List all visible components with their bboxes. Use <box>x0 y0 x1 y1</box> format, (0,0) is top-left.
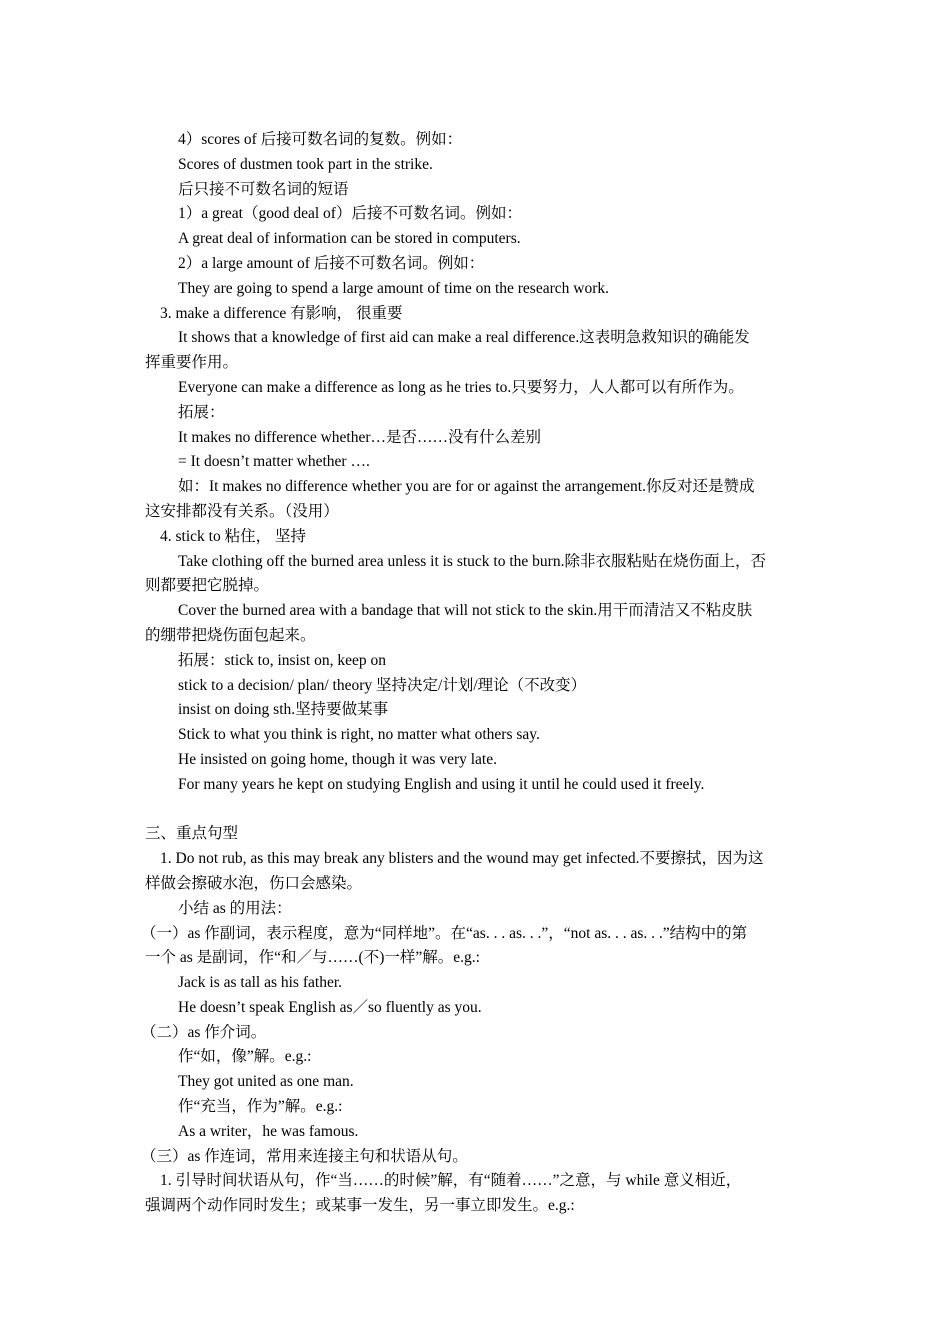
text-line: 的绷带把烧伤面包起来。 <box>145 626 316 644</box>
text-line: 一个 as 是副词，作“和／与……(不)一样”解。e.g.: <box>145 949 480 967</box>
section-heading: 三、重点句型 <box>145 825 239 843</box>
text-line: stick to a decision/ plan/ theory 坚持决定/计划/理论（不改变） <box>178 676 587 694</box>
text-line: A great deal of information can be stored in computers. <box>178 230 521 248</box>
text-line: （一）as 作副词，表示程度，意为“同样地”。在“as. . . as. . .”，“not as. . . as. . .”结构中的第 <box>141 924 748 942</box>
text-line: 则都要把它脱掉。 <box>145 577 270 595</box>
text-line: 4）scores of 后接可数名词的复数。例如： <box>178 131 463 148</box>
text-line: 1）a great（good deal of）后接不可数名词。例如： <box>178 205 522 223</box>
text-line: It makes no difference whether…是否……没有什么差别 <box>178 428 542 446</box>
text-line: 如：It makes no difference whether you are for or against the arrangement.你反对还是赞成 <box>178 478 755 496</box>
subsection-heading: （二）as 作介词。 <box>141 1023 267 1041</box>
text-line: 挥重要作用。 <box>145 354 239 372</box>
text-line: Scores of dustmen took part in the strike. <box>178 155 433 173</box>
text-line: He doesn’t speak English as／so fluently as you. <box>178 998 482 1016</box>
text-line: They got united as one man. <box>178 1073 354 1091</box>
text-line: 强调两个动作同时发生；或某事一发生，另一事立即发生。e.g.: <box>145 1197 575 1215</box>
blank-line <box>145 798 810 823</box>
text-line: For many years he kept on studying English and using it until he could used it freely. <box>178 775 705 793</box>
text-line: It shows that a knowledge of first aid can make a real difference.这表明急救知识的确能发 <box>178 329 750 347</box>
text-line: 拓展：stick to, insist on, keep on <box>178 651 386 669</box>
text-line: Everyone can make a difference as long as he tries to.只要努力，人人都可以有所作为。 <box>178 378 744 396</box>
section-heading: 3. make a difference 有影响， 很重要 <box>160 304 403 322</box>
text-line: 小结 as 的用法： <box>178 899 292 917</box>
text-line: = It doesn’t matter whether …. <box>178 453 370 471</box>
text-line: Cover the burned area with a bandage that will not stick to the skin.用干而清洁又不粘皮肤 <box>178 602 753 620</box>
document-body <box>141 128 810 1219</box>
text-line: 后只接不可数名词的短语 <box>178 180 349 198</box>
text-line: 作“充当，作为”解。e.g.: <box>178 1098 343 1116</box>
text-line: 1. Do not rub, as this may break any blisters and the wound may get infected.不要擦拭，因为这 <box>160 850 764 868</box>
text-line: 这安排都没有关系。（没用） <box>145 502 339 520</box>
text-line: 样做会擦破水泡，伤口会感染。 <box>145 874 363 892</box>
text-line: Stick to what you think is right, no matter what others say. <box>178 726 540 744</box>
text-line: 作“如，像”解。e.g.: <box>178 1048 312 1066</box>
text-line: 2）a large amount of 后接不可数名词。例如： <box>178 254 485 272</box>
text-line: insist on doing sth.坚持要做某事 <box>178 701 389 719</box>
text-line: 拓展： <box>178 403 225 421</box>
text-line: Take clothing off the burned area unless it is stuck to the burn.除非衣服粘贴在烧伤面上，否 <box>178 552 766 570</box>
text-line: Jack is as tall as his father. <box>178 974 342 992</box>
text-line: As a writer，he was famous. <box>178 1122 359 1140</box>
section-heading: 4. stick to 粘住， 坚持 <box>160 527 306 545</box>
subsection-heading: （三）as 作连词，常用来连接主句和状语从句。 <box>141 1147 468 1165</box>
text-line: 1. 引导时间状语从句，作“当……的时候”解，有“随着……”之意，与 while 意义相近， <box>160 1172 742 1190</box>
text-line: He insisted on going home, though it was very late. <box>178 750 497 768</box>
text-line: They are going to spend a large amount of time on the research work. <box>178 279 609 297</box>
